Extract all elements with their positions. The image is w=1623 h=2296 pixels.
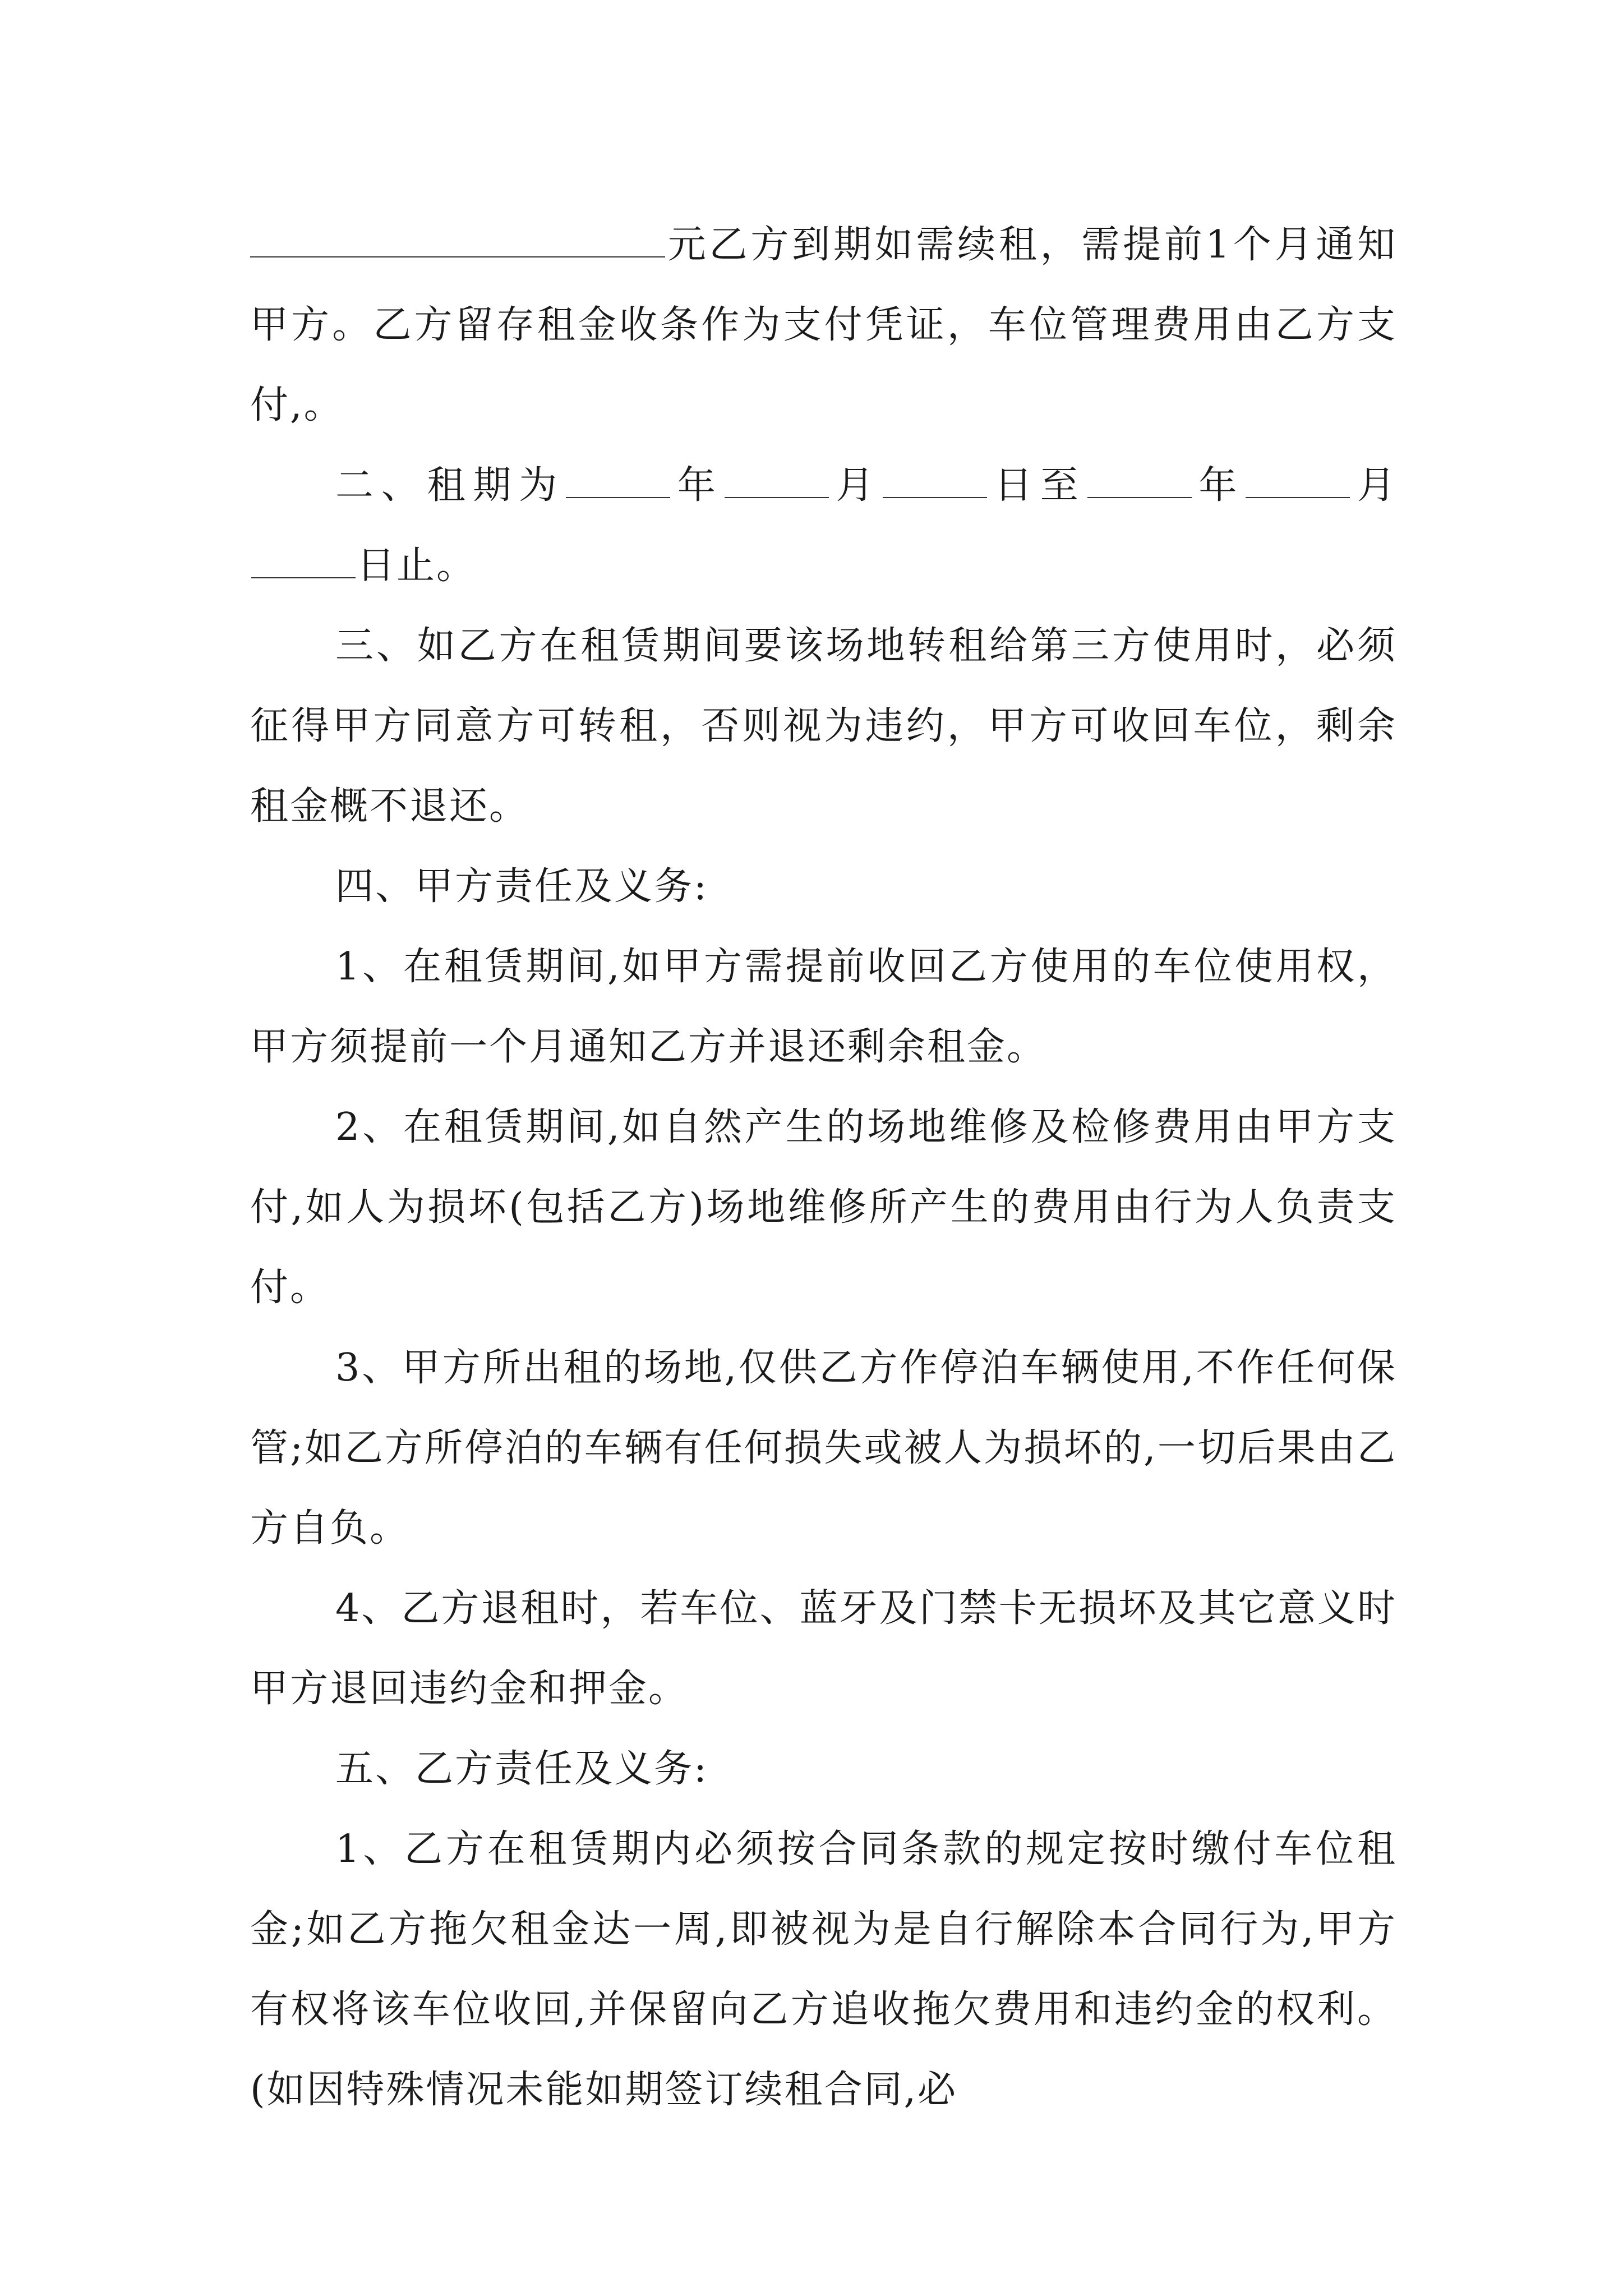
unit-month: 月 — [1351, 463, 1397, 508]
paragraph-text: 元乙方到期如需续租，需提前1个月通知甲方。乙方留存租金收条作为支付凭证，车位管理费用由乙方支付,。 — [250, 223, 1397, 427]
unit-year: 年 — [1192, 463, 1245, 508]
blank-line-amount — [250, 222, 665, 257]
lease-term-label: 二、租期为 — [335, 463, 565, 508]
blank-end-year — [1087, 462, 1192, 498]
paragraph-party-a-item-4: 4、乙方退租时，若车位、蓝牙及门禁卡无损坏及其它意义时甲方退回违约金和押金。 — [250, 1586, 1397, 1711]
heading-party-b-duties: 五、乙方责任及义务: — [335, 1747, 708, 1791]
paragraph-lease-term — [250, 445, 1397, 606]
unit-year: 年 — [671, 463, 723, 508]
blank-end-day — [251, 542, 356, 578]
document-body — [250, 205, 1397, 2130]
heading-party-a-duties: 四、甲方责任及义务: — [335, 864, 708, 909]
paragraph-rent-renewal — [250, 205, 1397, 445]
blank-start-day — [883, 462, 987, 498]
paragraph-party-a-item-2: 2、在租赁期间,如自然产生的场地维修及检修费用由甲方支付,如人为损坏(包括乙方)场地维修所产生的费用由行为人负责支付。 — [250, 1105, 1397, 1310]
unit-month: 月 — [829, 463, 882, 508]
paragraph-party-a-item-3: 3、甲方所出租的场地,仅供乙方作停泊车辆使用,不作任何保管;如乙方所停泊的车辆有任何损失或被人为损坏的,一切后果由乙方自负。 — [250, 1346, 1397, 1550]
unit-day-to: 日至 — [988, 463, 1086, 508]
blank-start-month — [725, 462, 829, 498]
unit-day-end: 日止。 — [357, 544, 477, 588]
paragraph-party-a-item-1: 1、在租赁期间,如甲方需提前收回乙方使用的车位使用权，甲方须提前一个月通知乙方并退还剩余租金。 — [250, 945, 1397, 1069]
blank-start-year — [566, 462, 670, 498]
blank-end-month — [1246, 462, 1350, 498]
paragraph-party-b-item-1: 1、乙方在租赁期内必须按合同条款的规定按时缴付车位租金;如乙方拖欠租金达一周,即被视为是自行解除本合同行为,甲方有权将该车位收回,并保留向乙方追收拖欠费用和违约金的权利。(如因特殊情况未能如期签订续租合同,必 — [250, 1827, 1397, 2112]
paragraph-sublease: 三、如乙方在租赁期间要该场地转租给第三方使用时，必须征得甲方同意方可转租，否则视为违约，甲方可收回车位，剩余租金概不退还。 — [250, 624, 1397, 829]
